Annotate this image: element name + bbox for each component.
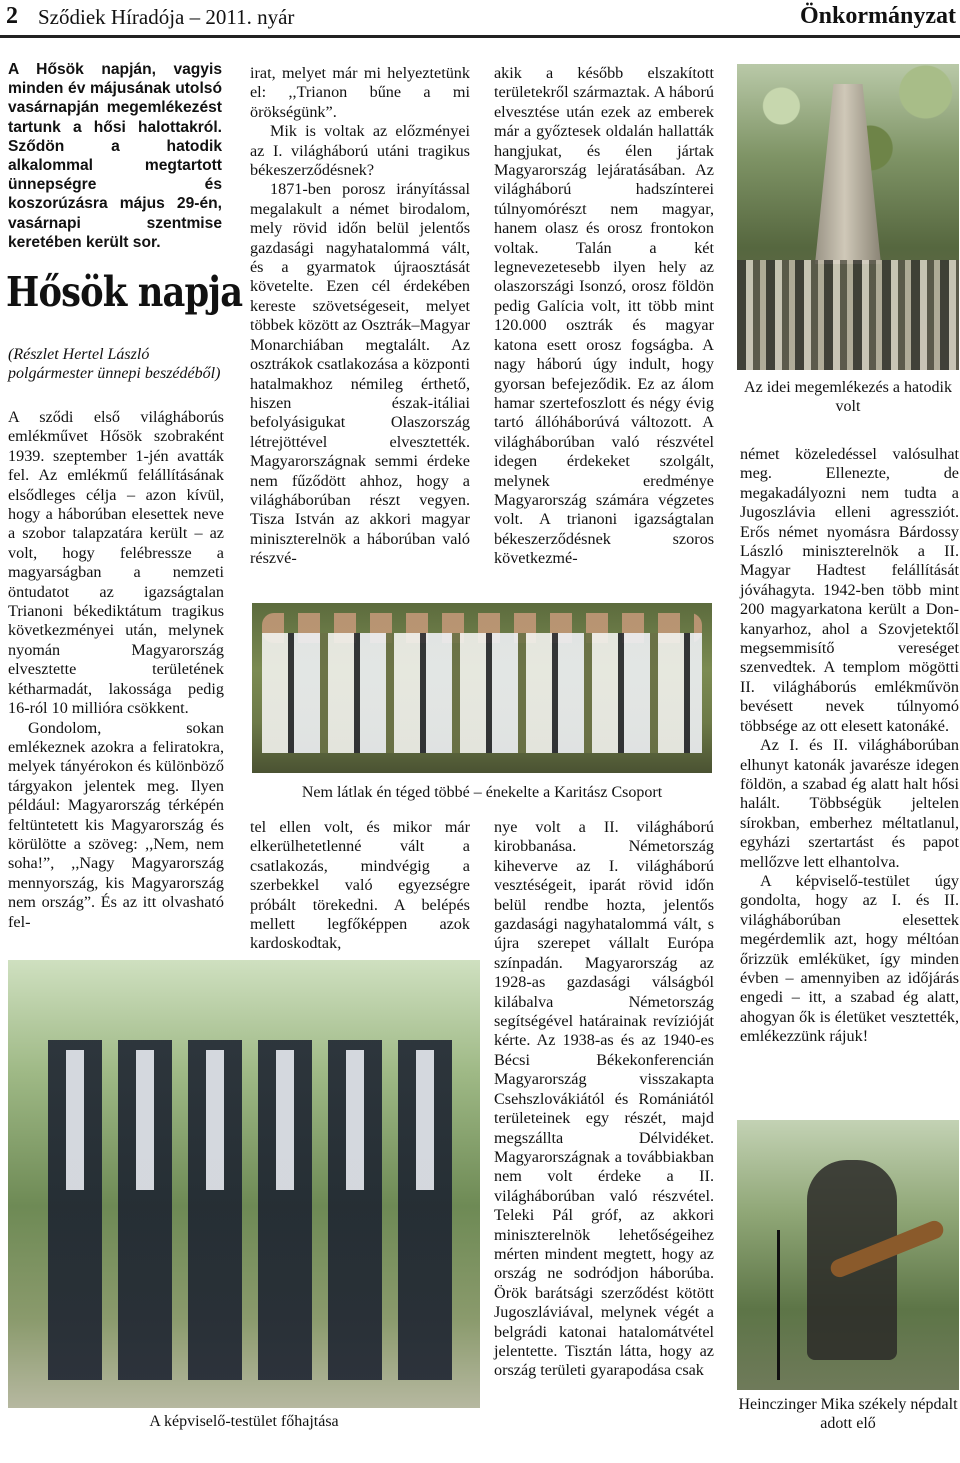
paragraph: Az I. és II. világháborúban elhunyt katonák javarésze idegen földön, a szabad ég alatt halt hősi halált. Többségük jeltelen sírokban, emberhez méltatlanul, egyházi szertartást és papot mellőzve lett elhantolva.	[740, 736, 959, 871]
paragraph: Gondolom, sokan emlékeznek azokra a feliratokra, melyek tányérokon és különböző tárgyakon jelentek meg. Ilyen például: Magyarország térképén feltüntetett kis Magyarország és körülötte a szöveg: ,,Nem, nem soha!”, ,,Nagy Magyarország mennyország, kis Magyarország nem ország”. És az itt olvasható fel-	[8, 718, 224, 931]
paragraph: nye volt a II. világháború kirobbanása. Németország kiheverve az I. világháború vesztéségeit, iparát rövid időn belül rendbe hozta, jelentős gazdasági nagyhatalommá vált, s újra szerepet vállalt Európa színpadán. Magyarország az 1928-as gazdasági válságból kilábalva Németország segítségével határainak revízióját kérte. Az 1938-as és az 1940-es Bécsi Békekonferencián Magyarország visszakapta Csehszlovákiától és Romániától területeinek egy részét, majd megszállta Délvidéket. Magyarországnak a továbbiakban nem volt érdeke a II. világháborúban való részvétel. Teleki Pál gróf, az akkori miniszterelnök lehetőségeihez mérten mindent megtett, hogy az ország ne sodródjon háborúba. Örök barátsági szerződést kötött Jugoszláviával, melynek végét a belgrádi katonai hatalomátvétel jelentette. Tisztán látta, hogy az ország területi gyarapodása csak	[494, 818, 714, 1380]
choir-caption: Nem látlak én téged többé – énekelte a Karitász Csoport	[301, 784, 663, 801]
council-photo	[8, 960, 480, 1408]
paragraph: 1871-ben porosz irányítással megalakult a német birodalom, mely rövid időn belül jelentős gazdasági nagyhatalommá vált, és a gyarmatok újraosztását követelte. Ezen cél érdekében kereste szövetségeseit, melyet többek között az Osztrák–Magyar Monarchiában megtalált. Az osztrákok csatlakozása a központi hatalmakhoz némileg érthető, hiszen észak-itáliai befolyásigukat Olaszország létrejöttével elvesztették. Magyarországnak semmi érdeke nem fűződött ahhoz, hogy a világháborúban részt vegyen. Tisza István az akkori magyar miniszterelnök a háborúban való részvé-	[250, 180, 470, 568]
paragraph: A képviselő-testület úgy gondolta, hogy az I. és II. világháborúban elesettek megérdemlik azt, hogy méltóan őrizzük emléküket, így minden évben – amennyiben az időjárás engedi – itt, a szabad ég alatt, ahogyan ők is életüket vesztették, emlékezzünk rájuk!	[740, 871, 959, 1046]
musician-caption: Heinczinger Mika székely népdalt adott elő	[738, 1396, 958, 1432]
choir-photo	[252, 603, 712, 773]
header-rule	[0, 35, 960, 38]
article-lead: A Hősök napján, vagyis minden év májusának utolsó vasárnapján megemlékezést tartunk a hősi halottakról. Sződön a hatodik alkalommal megtartott ünnepségre és koszorúzásra május 29-én, vasárnapi szentmise keretében került sor.	[8, 61, 222, 251]
musician-photo	[737, 1120, 959, 1390]
monument-caption: Az idei megemlékezés a hatodik volt	[744, 379, 952, 415]
paragraph: Mik is voltak az előzményei az I. világháború utáni tragikus békeszerződésnek?	[250, 122, 470, 180]
photo-singers	[262, 633, 702, 753]
paragraph: irat, melyet már mi helyeztetünk el: ,,Trianon bűne a mi örökségünk”.	[250, 64, 470, 121]
column-1-text	[8, 408, 224, 932]
column-4-text	[740, 445, 959, 1047]
article-title: Hősök napja	[6, 268, 243, 316]
paragraph: A sződi első világháborús emlékművet Hősök szobraként 1939. szeptember 1-jén avatták fel. Az emlékmű felállításának elsődleges célja – azon kívül, hogy a háborúban elesettek neve a szobor talapzatára került – az volt, hogy felébressze a magyarságban a nemzeti öntudatot az igazságtalan Trianoni békediktátum tragikus következményei után, melynek nyomán Magyarország elvesztette területének kétharmadát, lakossága pedig 16-ról 10 millióra csökkent.	[8, 408, 224, 718]
publication-title: Sződiek Híradója – 2011. nyár	[38, 5, 295, 29]
article-subtitle: (Részlet Hertel László polgármester ünnepi beszédéből)	[8, 346, 221, 382]
page-header	[0, 0, 960, 36]
page-number: 2	[6, 3, 18, 29]
column-3-bottom-text	[494, 818, 714, 1381]
photo-shirts	[48, 1050, 468, 1190]
paragraph: akik a később elszakított területekről származtak. A háború elvesztése után ezek az emberek már a győztesek oldalán hallatták hangjukat, és élen jártak Magyarország lejáratásában. Az világháború hadszínterei túlnyomórészt nem magyar, hanem olasz és orosz frontokon voltak. Talán a két legnevezetesebb ilyen hely az olaszországi Isonzó, orosz földön pedig Galícia volt, itt több mint 120.000 osztrák és magyar katona esett orosz fogságba. A nagy háború úgy indult, hogy gyorsan befejeződik. Ez az álom hamar szertefoszlott és négy évig tartó állóháborúvá változott. A világháborúban való részvétel idegen érdekeket szolgált, melynek eredménye Magyarország számára végzetes volt. A trianoni igazságtalan békeszerződésnek szoros következmé-	[494, 64, 714, 568]
column-3-text	[494, 64, 714, 569]
column-2-text	[250, 64, 470, 569]
column-2-bottom-text	[250, 818, 470, 954]
monument-photo	[737, 64, 959, 370]
council-caption: A képviselő-testület főhajtása	[149, 1413, 339, 1430]
photo-microphone-stand	[777, 1230, 780, 1380]
paragraph: tel ellen volt, és mikor már elkerülhetetlenné vált a csatlakozás, mindvégig a szerbekkel való egyezségre próbált törekedni. A belépés mellett legfőképpen azok kardoskodtak,	[250, 818, 470, 953]
paragraph: német közeledéssel valósulhat meg. Ellenezte, de megakadályozni nem tudta a Jugoszlávia elleni agressziót. Erős német nyomásra Bárdossy László miniszterelnök a II. Magyar Hadtest felállítását jóváhagyta. 1942-ben több mint 200 magyarkatona került a Don-kanyarhoz, ahol a Szovjetektől megsemmisítő vereséget szenvedtek. A templom mögötti II. világháborús emlékművön bevésett nevek túlnyomó többsége az ott elesett katonáké.	[740, 445, 959, 735]
section-title: Önkormányzat	[800, 3, 956, 29]
photo-crowd	[737, 260, 959, 370]
